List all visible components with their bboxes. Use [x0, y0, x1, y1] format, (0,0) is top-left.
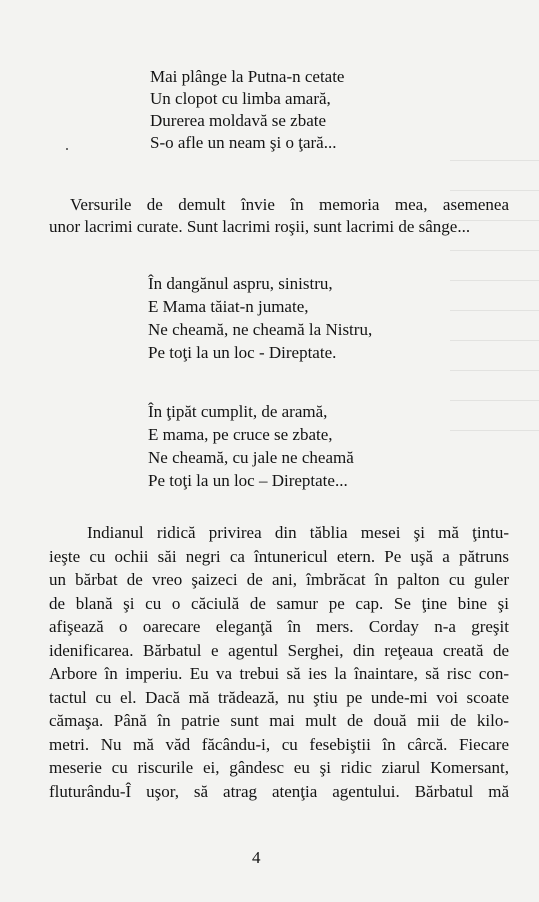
paragraph-line: cămaşa. Până în patrie sunt mai mult de două mii de kilo-	[49, 711, 509, 730]
page-number: 4	[252, 848, 261, 867]
verse-line: Un clopot cu limba amară,	[150, 89, 331, 108]
paragraph-line: fluturându-Î uşor, să atrag atenţia agentului. Bărbatul mă	[49, 781, 509, 801]
ink-speck	[66, 148, 68, 150]
paragraph-line: idenificarea. Bărbatul e agentul Serghei, din reţeaua creată de	[49, 640, 509, 660]
paragraph-line: metri. Nu mă văd făcându-i, cu fesebiştii în cârcă. Fiecare	[49, 734, 509, 754]
stanza-2	[148, 272, 372, 364]
paragraph-line: ieşte cu ochii săi negri ca întunericul etern. Pe uşă a pătruns	[49, 546, 509, 566]
paragraph-line: tactul cu el. Dacă mă trădează, nu ştiu pe unde-mi voi scoate	[49, 687, 509, 707]
verse-line: Pe toţi la un loc - Direptate.	[148, 343, 337, 362]
paragraph-2	[49, 521, 509, 803]
paragraph-line: unor lacrimi curate. Sunt lacrimi roşii, sunt lacrimi de sânge...	[49, 217, 471, 236]
show-through-bleed	[440, 100, 539, 520]
verse-line: Durerea moldavă se zbate	[150, 111, 327, 130]
paragraph-line: meserie cu riscurile ei, gândesc eu şi ridic ziarul Komersant,	[49, 758, 509, 777]
stanza-1	[150, 66, 344, 154]
verse-line: În ţipăt cumplit, de aramă,	[148, 402, 328, 421]
stanza-3	[148, 400, 354, 492]
verse-line: Ne cheamă, ne cheamă la Nistru,	[148, 320, 373, 339]
paragraph-line: de blană şi cu o căciulă de samur pe cap. Se ţine bine şi	[49, 593, 509, 613]
verse-line: E mama, pe cruce se zbate,	[148, 425, 333, 444]
paragraph-line: Arbore în imperiu. Eu va trebui să ies la înaintare, să risc con-	[49, 664, 509, 683]
paragraph-1	[49, 194, 509, 238]
paragraph-line: un bărbat de vreo şaizeci de ani, îmbrăcat în palton cu guler	[49, 570, 509, 589]
verse-line: Mai plânge la Putna-n cetate	[150, 67, 345, 86]
verse-line: E Mama tăiat-n jumate,	[148, 297, 309, 316]
paragraph-line: afişează o oarecare eleganţă în mers. Corday n-a greşit	[49, 617, 509, 636]
paragraph-line: Indianul ridică privirea din tăblia mesei şi mă ţintu-	[87, 523, 509, 542]
verse-line: În dangănul aspru, sinistru,	[148, 274, 333, 293]
paragraph-line: Versurile de demult învie în memoria mea, asemenea	[70, 195, 509, 214]
verse-line: Pe toţi la un loc – Direptate...	[148, 471, 348, 490]
verse-line: Ne cheamă, cu jale ne cheamă	[148, 448, 354, 467]
verse-line: S-o afle un neam şi o ţară...	[150, 133, 337, 152]
